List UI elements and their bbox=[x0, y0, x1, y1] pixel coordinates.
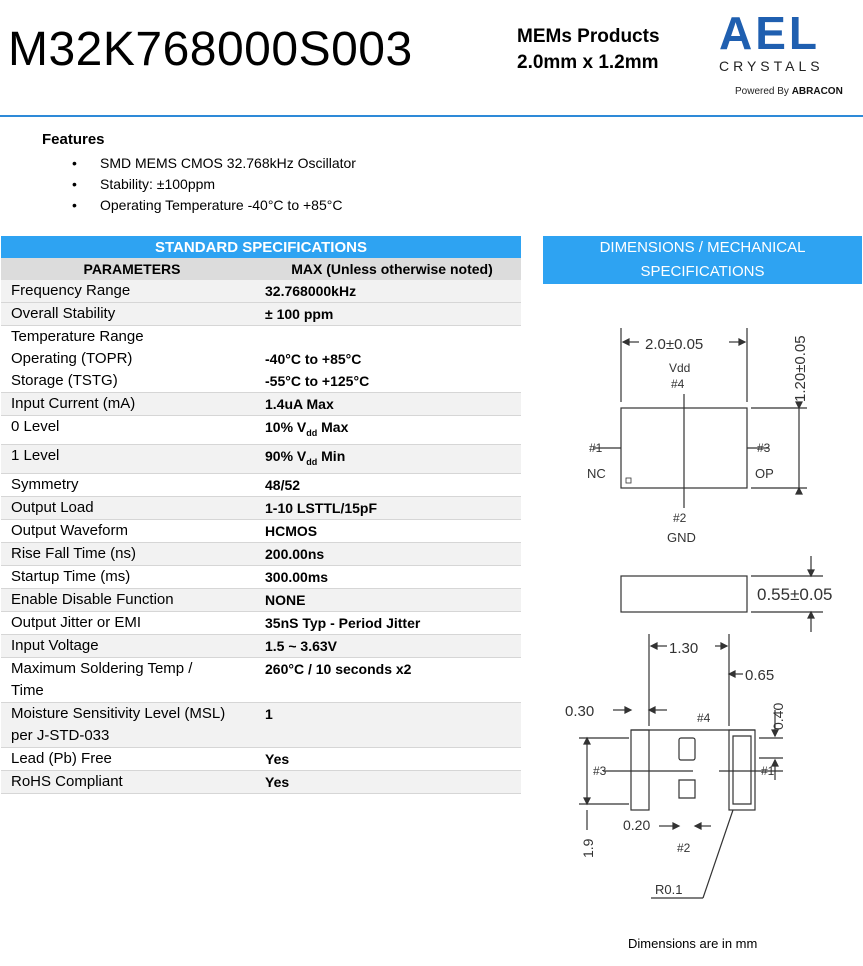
feature-item: • SMD MEMS CMOS 32.768kHz Oscillator bbox=[72, 153, 356, 174]
dimensions-note: Dimensions are in mm bbox=[628, 936, 758, 951]
table-row bbox=[1, 473, 521, 496]
param-cell: Frequency Range bbox=[1, 280, 263, 303]
product-info bbox=[517, 24, 660, 76]
value-cell: 1-10 LSTTL/15pF bbox=[263, 496, 521, 519]
table-row bbox=[1, 542, 521, 565]
value-part: Min bbox=[317, 447, 346, 464]
logo-powered bbox=[735, 86, 843, 97]
param-cell: Symmetry bbox=[1, 473, 263, 496]
label-nc: NC bbox=[587, 466, 606, 481]
value-cell: 48/52 bbox=[263, 473, 521, 496]
param-cell: 0 Level bbox=[1, 416, 263, 445]
dimensions-title-line: DIMENSIONS / MECHANICAL bbox=[599, 239, 806, 256]
label-pin2: #2 bbox=[673, 511, 687, 525]
param-line: Temperature Range bbox=[11, 328, 144, 345]
param-cell: Rise Fall Time (ns) bbox=[1, 542, 263, 565]
value-cell: 260°C / 10 seconds x2 bbox=[263, 657, 521, 702]
features-list bbox=[72, 153, 356, 216]
mechanical-drawing bbox=[543, 290, 863, 910]
package-size: 2.0mm x 1.2mm bbox=[517, 52, 659, 73]
value-cell: 300.00ms bbox=[263, 565, 521, 588]
col-parameters: PARAMETERS bbox=[1, 258, 263, 280]
param-line: Time bbox=[11, 681, 44, 699]
param-cell: Input Voltage bbox=[1, 634, 263, 657]
company-logo bbox=[715, 7, 863, 102]
param-cell: Enable Disable Function bbox=[1, 588, 263, 611]
value-cell bbox=[263, 326, 521, 393]
table-row bbox=[1, 702, 521, 747]
value-cell: Yes bbox=[263, 770, 521, 793]
value-cell: 1.5 ~ 3.63V bbox=[263, 634, 521, 657]
table-row bbox=[1, 588, 521, 611]
table-row bbox=[1, 657, 521, 702]
powered-prefix: Powered By bbox=[735, 86, 789, 97]
pad-3 bbox=[631, 730, 649, 810]
specs-table bbox=[1, 236, 521, 794]
param-cell: Lead (Pb) Free bbox=[1, 747, 263, 770]
value-cell: 1 bbox=[263, 702, 521, 747]
dim-width: 2.0±0.05 bbox=[645, 336, 704, 353]
label-gnd: GND bbox=[667, 530, 696, 545]
dimensions-title-line: SPECIFICATIONS bbox=[640, 263, 765, 280]
table-row bbox=[1, 393, 521, 416]
value-cell: 35nS Typ - Period Jitter bbox=[263, 611, 521, 634]
value-cell: NONE bbox=[263, 588, 521, 611]
logo-brand: AEL bbox=[719, 7, 820, 59]
value-cell: 1.4uA Max bbox=[263, 393, 521, 416]
product-line: MEMs Products bbox=[517, 26, 660, 47]
param-line: Moisture Sensitivity Level (MSL) bbox=[11, 704, 226, 722]
feature-item: • Operating Temperature -40°C to +85°C bbox=[72, 195, 356, 216]
table-row bbox=[1, 634, 521, 657]
value-part: 10% V bbox=[265, 419, 307, 435]
param-cell: Output Load bbox=[1, 496, 263, 519]
param-cell: Input Current (mA) bbox=[1, 393, 263, 416]
value-sub: dd bbox=[306, 456, 318, 467]
value-cell: ± 100 ppm bbox=[263, 303, 521, 326]
label-op: OP bbox=[755, 466, 774, 481]
value-sub: dd bbox=[306, 427, 318, 438]
specs-title: STANDARD SPECIFICATIONS bbox=[1, 236, 521, 258]
param-cell: Overall Stability bbox=[1, 303, 263, 326]
param-line: per J-STD-033 bbox=[11, 726, 110, 744]
table-row bbox=[1, 416, 521, 445]
dim-030: 0.30 bbox=[565, 703, 595, 720]
param-cell bbox=[1, 657, 263, 702]
param-cell: Output Waveform bbox=[1, 519, 263, 542]
param-cell bbox=[1, 702, 263, 747]
features-title: Features bbox=[42, 131, 105, 148]
table-row bbox=[1, 303, 521, 326]
dim-radius: R0.1 bbox=[655, 882, 683, 897]
table-row bbox=[1, 519, 521, 542]
dim-130: 1.30 bbox=[669, 640, 699, 657]
dim-height: 1.20±0.05 bbox=[792, 335, 809, 402]
value-cell bbox=[263, 444, 521, 473]
table-row bbox=[1, 611, 521, 634]
value-cell: 32.768000kHz bbox=[263, 280, 521, 303]
value-line: -55°C to +125°C bbox=[265, 373, 370, 389]
value-part: Max bbox=[317, 419, 349, 435]
dim-040: 0.40 bbox=[770, 702, 786, 730]
pad-label-pin2: #2 bbox=[677, 841, 691, 855]
table-row bbox=[1, 747, 521, 770]
param-cell: Output Jitter or EMI bbox=[1, 611, 263, 634]
value-part: 90% V bbox=[265, 447, 307, 464]
col-value: MAX (Unless otherwise noted) bbox=[263, 258, 521, 280]
side-view-body bbox=[621, 576, 747, 612]
table-row bbox=[1, 444, 521, 473]
table-row bbox=[1, 496, 521, 519]
table-row bbox=[1, 770, 521, 793]
logo-sub: CRYSTALS bbox=[719, 58, 824, 74]
pad-label-pin4: #4 bbox=[697, 711, 711, 725]
param-line: Maximum Soldering Temp / bbox=[11, 659, 193, 677]
pad-label-pin3: #3 bbox=[593, 764, 607, 778]
label-pin4: #4 bbox=[671, 377, 685, 391]
dimensions-title bbox=[543, 236, 862, 284]
pad-label-pin1: #1 bbox=[761, 764, 775, 778]
label-pin3: #3 bbox=[757, 441, 771, 455]
dim-020: 0.20 bbox=[623, 817, 651, 833]
part-number: M32K768000S003 bbox=[8, 23, 413, 76]
dim-065: 0.65 bbox=[745, 667, 775, 684]
value-cell: HCMOS bbox=[263, 519, 521, 542]
param-cell: 1 Level bbox=[1, 444, 263, 473]
value-cell: Yes bbox=[263, 747, 521, 770]
param-line: Storage (TSTG) bbox=[11, 372, 118, 389]
table-row bbox=[1, 326, 521, 393]
param-cell: RoHS Compliant bbox=[1, 770, 263, 793]
dim-19: 1.9 bbox=[580, 838, 596, 858]
label-vdd: Vdd bbox=[669, 361, 691, 375]
value-cell bbox=[263, 416, 521, 445]
dim-thickness: 0.55±0.05 bbox=[757, 585, 833, 604]
value-cell: 200.00ns bbox=[263, 542, 521, 565]
header-rule bbox=[0, 115, 863, 117]
label-pin1: #1 bbox=[589, 441, 603, 455]
param-cell bbox=[1, 326, 263, 393]
param-cell: Startup Time (ms) bbox=[1, 565, 263, 588]
feature-item: • Stability: ±100ppm bbox=[72, 174, 356, 195]
powered-brand: ABRACON bbox=[791, 86, 843, 97]
param-line: Operating (TOPR) bbox=[11, 350, 133, 367]
table-row bbox=[1, 280, 521, 303]
value-line: -40°C to +85°C bbox=[265, 351, 362, 367]
table-row bbox=[1, 565, 521, 588]
